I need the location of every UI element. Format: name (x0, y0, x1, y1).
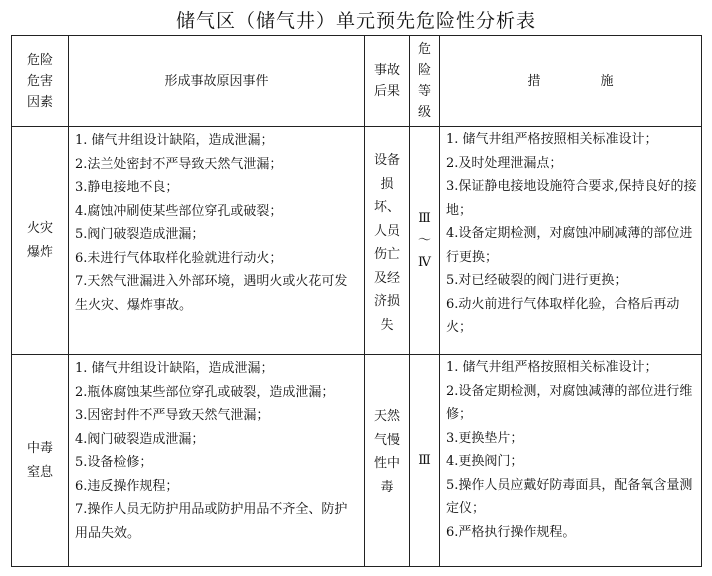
causes-cell (69, 355, 365, 567)
list-item: 5.阀门破裂造成泄漏； (75, 227, 205, 242)
list-item: 2.设备定期检测，对腐蚀减薄的部位进行维修； (446, 383, 693, 422)
causes-cell (69, 127, 365, 355)
list-item: 7.操作人员无防护用品或防护用品不齐全、防护用品失效。 (75, 502, 348, 541)
list-item: 6.严格执行操作规程。 (446, 524, 576, 540)
consequence-cell: 设备损坏、人员伤亡及经济损失 (365, 127, 410, 355)
list-item: 2.法兰处密封不严导致天然气泄漏； (75, 156, 283, 172)
list-item: 2.及时处理泄漏点； (446, 155, 563, 171)
list-item: 4.阀门破裂造成泄漏； (75, 431, 205, 447)
hazard-analysis-table (11, 35, 702, 567)
header-row (12, 36, 702, 127)
list-item: 6.未进行气体取样化验就进行动火； (75, 250, 283, 266)
header-cause: 形成事故原因事件 (69, 36, 365, 127)
list-item: 5.操作人员应戴好防毒面具，配备氧含量测定仪； (446, 477, 693, 516)
list-item: 3.保证静电接地设施符合要求,保持良好的接地； (446, 179, 697, 218)
list-item: 5.对已经破裂的阀门进行更换； (446, 273, 628, 288)
consequence-cell: 天然气慢性中毒 (365, 355, 410, 567)
header-factor: 危险危害因素 (12, 36, 69, 127)
list-item: 3.更换垫片； (446, 430, 524, 446)
header-measures: 措 施 (440, 36, 702, 127)
list-item: 7.天然气泄漏进入外部环境，遇明火或火花可发生火灾、爆炸事故。 (75, 274, 348, 313)
list-item: 3.静电接地不良； (75, 180, 179, 195)
row-fire-explosion (12, 127, 702, 355)
list-item: 6.违反操作规程； (75, 478, 179, 494)
list-item: 5.设备检修； (75, 455, 153, 470)
list-item: 1. 储气井组严格按照相关标准设计； (446, 360, 658, 375)
list-item: 1. 储气井组设计缺陷，造成泄漏； (75, 361, 274, 376)
document-title: 储气区（储气井）单元预先危险性分析表 (175, 10, 536, 32)
list-item: 1. 储气井组设计缺陷，造成泄漏； (75, 133, 274, 148)
header-level: 危险等级 (410, 36, 440, 127)
row-poisoning-suffocation (12, 355, 702, 567)
list-item: 6.动火前进行气体取样化验，合格后再动火； (446, 296, 680, 335)
factor-cell: 火灾爆炸 (12, 127, 69, 355)
list-item: 1. 储气井组严格按照相关标准设计； (446, 132, 658, 147)
list-item: 3.因密封件不严导致天然气泄漏； (75, 408, 270, 423)
list-item: 4.腐蚀冲刷使某些部位穿孔或破裂； (75, 203, 283, 219)
measures-cell (440, 127, 702, 355)
level-cell: Ⅲ (410, 355, 440, 567)
header-consequence: 事故后果 (365, 36, 410, 127)
list-item: 4.设备定期检测，对腐蚀冲刷减薄的部位进行更换； (446, 226, 693, 265)
measures-cell (440, 355, 702, 567)
factor-cell: 中毒窒息 (12, 355, 69, 567)
list-item: 4.更换阀门； (446, 454, 524, 469)
level-cell: Ⅲ～Ⅳ (410, 127, 440, 355)
list-item: 2.瓶体腐蚀某些部位穿孔或破裂，造成泄漏； (75, 384, 335, 400)
